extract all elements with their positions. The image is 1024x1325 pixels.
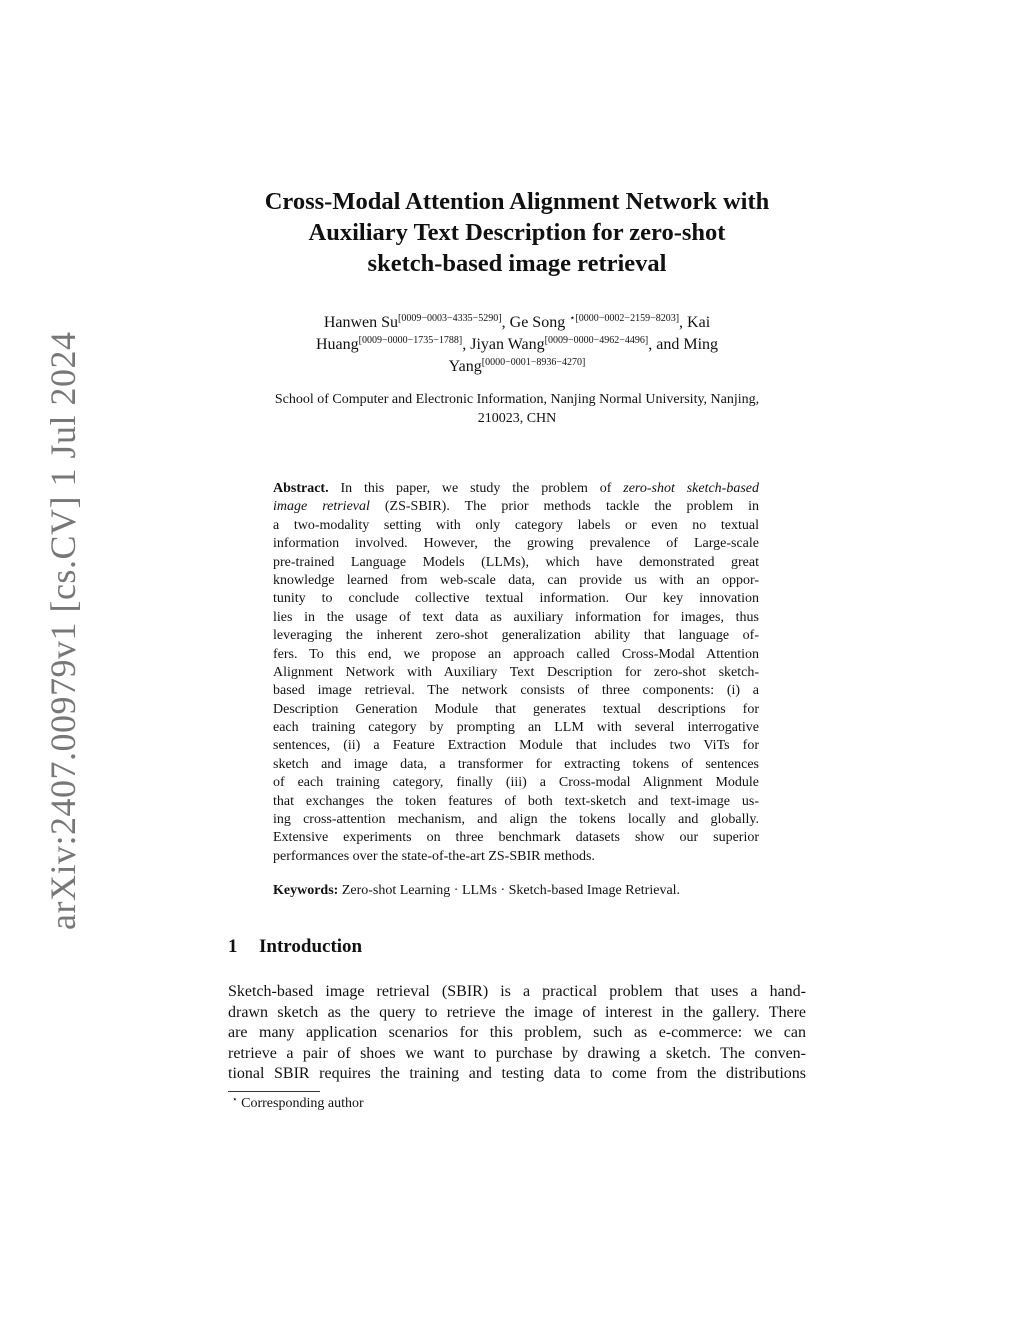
- author-text: , and Ming: [648, 336, 719, 353]
- affiliation-line: 210023, CHN: [477, 411, 557, 426]
- introduction-paragraph: [228, 982, 806, 1085]
- arxiv-identifier-stamp: arXiv:2407.00979v1 [cs.CV] 1 Jul 2024: [43, 331, 83, 930]
- abstract-label: Abstract.: [273, 481, 329, 496]
- abstract-line: a two-modality setting with only category labels or even no textual: [273, 517, 759, 533]
- abstract-text: (ZS-SBIR). The prior methods tackle the problem in: [369, 499, 760, 515]
- abstract-line: sentences, (ii) a Feature Extraction Module that includes two ViTs for: [273, 738, 759, 754]
- affiliation: [228, 390, 806, 428]
- author-name: Yang: [448, 358, 482, 375]
- orcid-id: [0009−0003−4335−5290]: [398, 313, 502, 324]
- author-line: [228, 334, 806, 356]
- abstract-line: Description Generation Module that generates textual descriptions for: [273, 701, 759, 717]
- affiliation-line: School of Computer and Electronic Information, Nanjing Normal University, Nanjing,: [274, 392, 760, 407]
- intro-line: tional SBIR requires the training and testing data to come from the distributions: [228, 1065, 806, 1082]
- orcid-id: [0009−0000−4962−4496]: [544, 335, 649, 346]
- footnote-rule: [228, 1091, 320, 1092]
- keywords: [273, 882, 759, 900]
- abstract-line: sketch and image data, a transformer for extracting tokens of sentences: [273, 756, 759, 772]
- orcid-id: [0009−0000−1735−1788]: [358, 335, 463, 346]
- orcid-id: ⋆[0000−0002−2159−8203]: [569, 313, 680, 324]
- abstract-line: ing cross-attention mechanism, and align the tokens locally and globally.: [273, 812, 759, 828]
- author-line: [228, 356, 806, 378]
- abstract: [273, 480, 759, 866]
- author-name: Huang: [315, 336, 359, 353]
- abstract-line: information involved. However, the growing prevalence of Large-scale: [273, 536, 759, 552]
- abstract-line: [273, 498, 759, 516]
- abstract-line: of each training category, finally (iii) a Cross-modal Alignment Module: [273, 775, 759, 791]
- author-text: , Kai: [679, 314, 711, 331]
- abstract-line: tunity to conclude collective textual information. Our key innovation: [273, 591, 759, 607]
- intro-line: retrieve a pair of shoes we want to purchase by drawing a sketch. The conven-: [228, 1044, 806, 1062]
- author-line: [228, 312, 806, 334]
- abstract-line: each training category by prompting an LLM with several interrogative: [273, 720, 759, 736]
- abstract-emphasis: image retrieval: [273, 499, 370, 515]
- author-name: Hanwen Su: [323, 314, 399, 331]
- abstract-line: Alignment Network with Auxiliary Text Description for zero-shot sketch-: [273, 664, 759, 680]
- abstract-text: In this paper, we study the problem of: [340, 481, 624, 496]
- abstract-line: Extensive experiments on three benchmark datasets show our superior: [273, 830, 759, 846]
- section-number: 1: [228, 936, 238, 957]
- abstract-line: fers. To this end, we propose an approach called Cross-Modal Attention: [273, 646, 759, 662]
- footnote: [232, 1096, 364, 1112]
- abstract-line: performances over the state-of-the-art ZS-SBIR methods.: [273, 848, 595, 864]
- footnote-marker: ⋆: [232, 1094, 238, 1104]
- abstract-line: pre-trained Language Models (LLMs), which have demonstrated great: [273, 554, 759, 570]
- abstract-line: that exchanges the token features of both text-sketch and text-image us-: [273, 793, 759, 809]
- paper-title: [228, 186, 806, 279]
- section-title: Introduction: [259, 936, 363, 957]
- footnote-text: Corresponding author: [241, 1096, 364, 1111]
- author-text: , Jiyan Wang: [462, 336, 545, 353]
- section-heading: [228, 936, 362, 958]
- intro-line: drawn sketch as the query to retrieve the image of interest in the gallery. There: [228, 1003, 806, 1021]
- abstract-line: knowledge learned from web-scale data, can provide us with an oppor-: [273, 572, 759, 588]
- keywords-label: Keywords:: [273, 883, 339, 898]
- abstract-line: based image retrieval. The network consists of three components: (i) a: [273, 683, 759, 699]
- keywords-text: Zero-shot Learning · LLMs · Sketch-based Image Retrieval.: [341, 883, 681, 898]
- intro-line: are many application scenarios for this problem, such as e-commerce: we can: [228, 1024, 806, 1041]
- author-list: [228, 312, 806, 378]
- author-text: , Ge Song: [501, 314, 570, 331]
- abstract-line: lies in the usage of text data as auxiliary information for images, thus: [273, 609, 759, 625]
- title-line: Auxiliary Text Description for zero-shot: [308, 219, 726, 246]
- abstract-line: [273, 480, 759, 498]
- abstract-emphasis: zero-shot sketch-based: [623, 481, 759, 496]
- intro-line: Sketch-based image retrieval (SBIR) is a practical problem that uses a hand-: [228, 983, 806, 1000]
- title-line: sketch-based image retrieval: [367, 250, 667, 277]
- abstract-line: leveraging the inherent zero-shot generalization ability that language of-: [273, 628, 759, 644]
- title-line: Cross-Modal Attention Alignment Network with: [264, 188, 770, 215]
- orcid-id: [0000−0001−8936−4270]: [481, 357, 586, 368]
